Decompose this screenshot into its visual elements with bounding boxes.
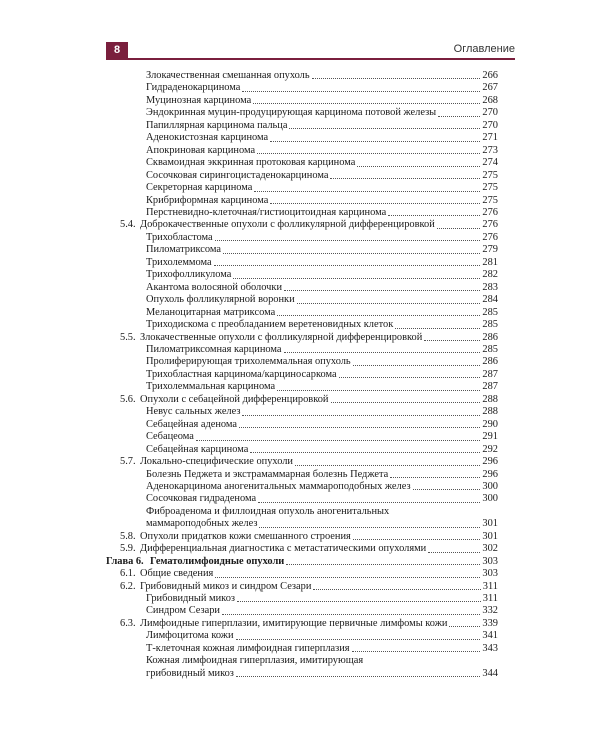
toc-entry-page: 275 — [482, 169, 498, 181]
dot-leader — [438, 116, 480, 117]
toc-entry-title: Доброкачественные опухоли с фолликулярной дифференцировкой — [140, 219, 435, 231]
toc-entry-title: Гематолимфоидные опухоли — [150, 555, 285, 567]
toc-entry-title: Гидраденокарцинома — [146, 82, 241, 94]
toc-entry-title: Злокачественная смешанная опухоль — [146, 70, 310, 81]
toc-entry-title: Трихобластная карцинома/карциносаркома — [146, 368, 337, 380]
dot-leader — [284, 290, 480, 291]
toc-entry-page: 332 — [482, 605, 498, 617]
dot-leader — [286, 564, 480, 565]
toc-entry-page: 285 — [482, 306, 498, 318]
toc-entry-title: Фиброаденома и филлоидная опухоль аногенитальных — [146, 505, 390, 517]
toc-entry-title: Лимфоидные гиперплазии, имитирующие первичные лимфомы кожи — [140, 617, 448, 629]
toc-entry-page: 274 — [482, 157, 498, 169]
dot-leader — [437, 228, 481, 229]
toc-entry-title: Муцинозная карцинома — [146, 94, 252, 106]
toc-entry-page: 302 — [482, 543, 498, 555]
toc-entry-title: Грибовидный микоз — [146, 593, 235, 605]
toc-entry — [106, 207, 498, 219]
toc-entry-page: 300 — [482, 480, 498, 492]
dot-leader — [353, 539, 481, 540]
toc-entry — [106, 630, 498, 642]
toc-entry — [106, 232, 498, 244]
toc-entry — [106, 294, 498, 306]
dot-leader — [270, 141, 480, 142]
toc-entry — [106, 282, 498, 294]
dot-leader — [277, 315, 480, 316]
toc-entry-title: Апокриновая карцинома — [146, 144, 256, 156]
toc-entry-title: Злокачественные опухоли с фолликулярной дифференцировкой — [140, 331, 423, 343]
dot-leader — [428, 552, 480, 553]
table-of-contents — [106, 70, 498, 680]
toc-entry — [106, 444, 498, 456]
toc-entry-page: 292 — [482, 443, 498, 455]
toc-entry-title: Пиломатриксомная карцинома — [146, 343, 282, 355]
toc-entry — [106, 456, 498, 468]
toc-entry-title: Опухоль фолликулярной воронки — [146, 294, 295, 306]
toc-entry-title: Эндокринная муцин-продуцирующая карцинома потовой железы — [146, 107, 437, 119]
dot-leader — [331, 402, 481, 403]
toc-entry-title: Себацейная карцинома — [146, 443, 249, 455]
toc-entry-title: Пролиферирующая трихолеммальная опухоль — [146, 356, 351, 368]
toc-entry — [106, 170, 498, 182]
toc-entry — [106, 605, 498, 617]
dot-leader — [395, 328, 480, 329]
toc-entry-title: Папиллярная карцинома пальца — [146, 119, 288, 131]
toc-entry-page: 290 — [482, 418, 498, 430]
dot-leader — [259, 527, 480, 528]
toc-entry-page: 291 — [482, 431, 498, 443]
toc-entry-page: 285 — [482, 343, 498, 355]
toc-entry-page: 284 — [482, 294, 498, 306]
toc-entry-page: 287 — [482, 368, 498, 380]
dot-leader — [215, 577, 480, 578]
toc-entry — [106, 655, 498, 680]
toc-entry-title: Кожная лимфоидная гиперплазия, имитирующая — [146, 655, 364, 667]
toc-entry — [106, 419, 498, 431]
toc-entry — [106, 506, 498, 531]
dot-leader — [353, 365, 481, 366]
toc-entry-title: Синдром Сезари — [146, 605, 220, 617]
toc-entry-number: 6.1. — [120, 568, 136, 580]
toc-entry-title: Грибовидный микоз и синдром Сезари — [140, 580, 312, 592]
dot-leader — [258, 502, 480, 503]
dot-leader — [388, 215, 480, 216]
toc-entry-title: Невус сальных желез — [146, 406, 241, 418]
toc-entry-page: 276 — [482, 206, 498, 218]
toc-entry-title: Трихофолликулома — [146, 269, 232, 281]
toc-entry-number: 5.9. — [120, 543, 136, 555]
toc-entry-title: Сосочковая сирингоцистаденокарцинома — [146, 169, 329, 181]
toc-entry-page: 301 — [482, 518, 498, 530]
toc-entry-page: 281 — [482, 256, 498, 268]
toc-entry-page: 300 — [482, 493, 498, 505]
toc-entry — [106, 381, 498, 393]
header-rule — [106, 58, 515, 60]
toc-entry-page: 266 — [482, 70, 498, 81]
toc-entry-title: Локально-специфические опухоли — [140, 456, 293, 468]
toc-entry — [106, 369, 498, 381]
toc-entry-title: Пиломатриксома — [146, 244, 222, 256]
toc-entry — [106, 95, 498, 107]
toc-entry-title: Перстневидно-клеточная/гистиоцитоидная карцинома — [146, 206, 387, 218]
toc-entry-page: 267 — [482, 82, 498, 94]
toc-entry-page: 296 — [482, 456, 498, 468]
dot-leader — [312, 78, 481, 79]
dot-leader — [239, 427, 480, 428]
dot-leader — [236, 676, 480, 677]
dot-leader — [223, 253, 480, 254]
dot-leader — [277, 390, 480, 391]
toc-entry-page: 311 — [482, 580, 498, 592]
dot-leader — [254, 191, 480, 192]
toc-entry-title: Болезнь Педжета и экстрамаммарная болезнь Педжета — [146, 468, 389, 480]
running-title: Оглавление — [453, 43, 515, 55]
toc-entry-title: Трихобластома — [146, 231, 213, 243]
toc-entry-page: 341 — [482, 630, 498, 642]
dot-leader — [250, 452, 480, 453]
dot-leader — [289, 128, 480, 129]
dot-leader — [242, 91, 480, 92]
toc-entry-page: 275 — [482, 194, 498, 206]
dot-leader — [413, 489, 481, 490]
toc-entry-title: Крибриформная карцинома — [146, 194, 269, 206]
page-number: 8 — [106, 42, 128, 58]
toc-entry-page: 288 — [482, 406, 498, 418]
toc-entry-page: 268 — [482, 94, 498, 106]
dot-leader — [215, 240, 481, 241]
toc-entry-title: Лимфоцитома кожи — [146, 630, 234, 642]
toc-entry-page: 271 — [482, 132, 498, 144]
toc-entry — [106, 70, 498, 82]
toc-entry-page: 287 — [482, 381, 498, 393]
dot-leader — [295, 465, 480, 466]
toc-entry-page: 283 — [482, 281, 498, 293]
toc-entry-page: 339 — [482, 617, 498, 629]
toc-entry-number: 5.5. — [120, 331, 136, 343]
toc-entry — [106, 132, 498, 144]
toc-entry-title: Трихолеммальная карцинома — [146, 381, 276, 393]
dot-leader — [330, 178, 480, 179]
toc-entry — [106, 568, 498, 580]
dot-leader — [242, 415, 480, 416]
toc-entry-page: 343 — [482, 642, 498, 654]
toc-entry-title: Себацейная аденома — [146, 418, 238, 430]
toc-entry-page: 303 — [482, 555, 498, 567]
toc-entry-page: 276 — [482, 231, 498, 243]
dot-leader — [284, 352, 481, 353]
toc-entry-page: 276 — [482, 219, 498, 231]
toc-entry-title: Меланоцитарная матриксома — [146, 306, 276, 318]
toc-entry-title: Общие сведения — [140, 568, 214, 580]
toc-entry — [106, 531, 498, 543]
toc-entry-title: Т-клеточная кожная лимфоидная гиперплазия — [146, 642, 350, 654]
toc-entry-page: 344 — [482, 667, 498, 679]
dot-leader — [222, 614, 480, 615]
toc-entry — [106, 120, 498, 132]
dot-leader — [449, 626, 480, 627]
dot-leader — [237, 601, 481, 602]
toc-entry-number: 6.2. — [120, 580, 136, 592]
toc-entry-title: Сосочковая гидраденома — [146, 493, 257, 505]
page-header — [106, 42, 515, 64]
toc-entry — [106, 107, 498, 119]
toc-entry — [106, 543, 498, 555]
toc-entry-number: 5.8. — [120, 530, 136, 542]
toc-entry-number: 5.4. — [120, 219, 136, 231]
dot-leader — [270, 203, 480, 204]
toc-entry — [106, 307, 498, 319]
toc-entry-number: 6.3. — [120, 617, 136, 629]
toc-entry-page: 270 — [482, 107, 498, 119]
toc-entry-page: 296 — [482, 468, 498, 480]
toc-entry-title: Секреторная карцинома — [146, 182, 253, 194]
toc-entry — [106, 581, 498, 593]
toc-entry-page: 285 — [482, 319, 498, 331]
toc-entry-title: Трихолеммома — [146, 256, 212, 268]
toc-entry — [106, 195, 498, 207]
toc-entry — [106, 618, 498, 630]
toc-entry-page: 288 — [482, 393, 498, 405]
toc-entry — [106, 394, 498, 406]
toc-entry-page: 303 — [482, 568, 498, 580]
toc-entry — [106, 145, 498, 157]
toc-entry-number: Глава 6. — [106, 555, 144, 567]
toc-entry-title: Опухоли с себацейной дифференцировкой — [140, 393, 329, 405]
toc-entry-page: 286 — [482, 356, 498, 368]
toc-entry — [106, 219, 498, 231]
toc-entry — [106, 469, 498, 481]
dot-leader — [196, 440, 481, 441]
toc-entry — [106, 481, 498, 493]
toc-entry — [106, 257, 498, 269]
toc-entry-title: Себацеома — [146, 431, 194, 443]
toc-entry — [106, 269, 498, 281]
dot-leader — [257, 153, 480, 154]
dot-leader — [214, 265, 481, 266]
toc-entry-page: 275 — [482, 182, 498, 194]
dot-leader — [297, 303, 481, 304]
toc-entry-page: 286 — [482, 331, 498, 343]
toc-entry — [106, 244, 498, 256]
toc-entry-page: 282 — [482, 269, 498, 281]
toc-entry — [106, 332, 498, 344]
toc-entry-page: 270 — [482, 119, 498, 131]
toc-entry-page: 311 — [482, 593, 498, 605]
toc-entry-title-continued: грибовидный микоз — [146, 667, 234, 679]
toc-entry-title: Триходискома с преобладанием веретеновидных клеток — [146, 319, 394, 331]
dot-leader — [424, 340, 480, 341]
toc-entry-number: 5.7. — [120, 456, 136, 468]
toc-entry-page: 279 — [482, 244, 498, 256]
toc-entry — [106, 344, 498, 356]
toc-entry — [106, 493, 498, 505]
toc-entry-page: 301 — [482, 530, 498, 542]
toc-entry — [106, 593, 498, 605]
dot-leader — [253, 103, 480, 104]
toc-entry-page: 273 — [482, 144, 498, 156]
toc-entry-title: Аденокистозная карцинома — [146, 132, 269, 144]
toc-entry — [106, 431, 498, 443]
toc-entry — [106, 182, 498, 194]
toc-entry — [106, 643, 498, 655]
toc-entry — [106, 356, 498, 368]
toc-entry — [106, 157, 498, 169]
toc-entry — [106, 556, 498, 568]
dot-leader — [313, 589, 480, 590]
dot-leader — [339, 377, 481, 378]
dot-leader — [352, 651, 481, 652]
toc-entry-title: Аденокарцинома аногенитальных маммароподобных желез — [146, 480, 411, 492]
toc-entry-title-continued: маммароподобных желез — [146, 518, 258, 530]
toc-entry — [106, 82, 498, 94]
toc-entry-title: Акантома волосяной оболочки — [146, 281, 283, 293]
toc-entry-number: 5.6. — [120, 393, 136, 405]
toc-entry-title: Опухоли придатков кожи смешанного строения — [140, 530, 351, 542]
toc-entry — [106, 406, 498, 418]
dot-leader — [233, 278, 480, 279]
dot-leader — [390, 477, 480, 478]
dot-leader — [357, 166, 480, 167]
toc-entry-title: Дифференциальная диагностика с метастатическими опухолями — [140, 543, 427, 555]
dot-leader — [236, 639, 481, 640]
toc-entry — [106, 319, 498, 331]
toc-entry-title: Сквамоидная эккринная протоковая карцинома — [146, 157, 356, 169]
